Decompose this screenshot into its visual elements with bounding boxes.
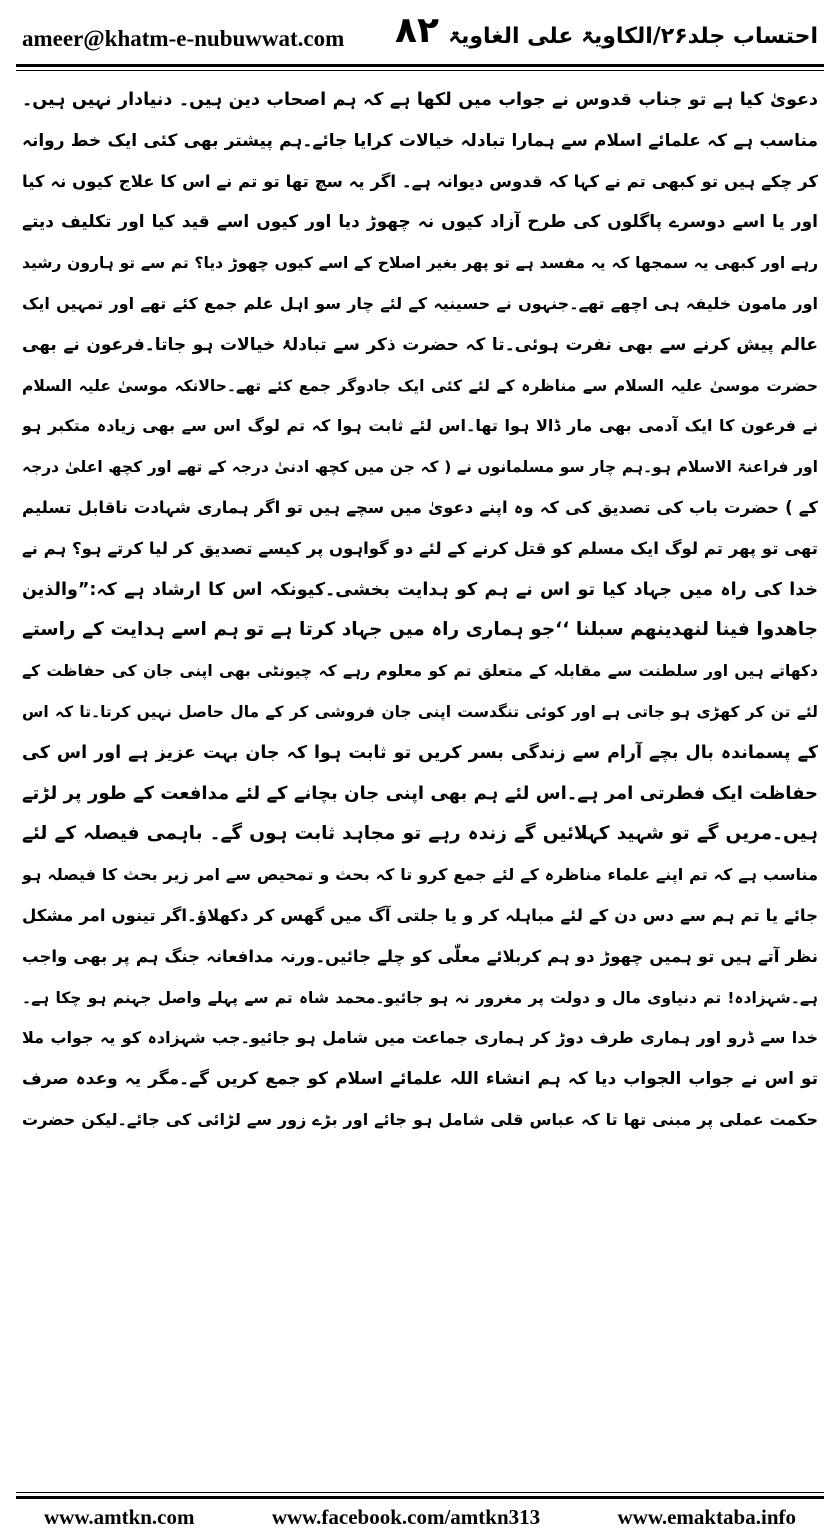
page-footer [16,1502,824,1532]
text-line: اور یا اسے دوسرے پاگلوں کی طرح آزاد کیوں نہ چھوڑ دیا اور کیوں اسے قید کیا اور تکلیف دیتے [22,212,818,233]
text-line: کر چکے ہیں تو کبھی تم نے کہا کہ قدوس دیوانہ ہے۔ اگر یہ سچ تھا تو تم نے اس کا علاج کیوں نہ کیا [22,171,818,191]
footer-link-facebook[interactable]: www.facebook.com/amtkn313 [271,1504,541,1529]
page-number: ۸۲ [395,10,439,51]
text-line: ہے۔شہزادہ! تم دنیاوی مال و دولت پر مغرور نہ ہو جائیو۔محمد شاہ تم سے پہلے واصل جہنم ہو چکا ہے۔ [22,988,818,1007]
text-line: جائے یا تم ہم سے دس دن کے لئے مباہلہ کر و یا جلتی آگ میں گھس کر دکھلاؤ۔اگر تینوں امر مشکل [22,905,818,925]
text-line: خدا کی راہ میں جہاد کیا تو اس نے ہم کو ہدایت بخشی۔کیونکہ اس کا ارشاد ہے کہ:”والذین [22,579,818,600]
text-line: مناسب ہے کہ علمائے اسلام سے ہمارا تبادلہ خیالات کرایا جائے۔ہم پیشتر بھی کئی ایک خط روانہ [22,130,818,151]
text-line: لئے تن کر کھڑی ہو جاتی ہے اور کوئی تنگدست اپنی جان فروشی کر کے مال حاصل نہیں کرتا۔تا کہ اس [22,702,818,721]
text-line: حفاظت ایک فطرتی امر ہے۔اس لئے ہم بھی اپنی جان بچانے کے لئے مدافعت کے طور پر لڑتے [22,782,818,804]
text-line: جاھدوا فینا لنھدینھم سبلنا ‘‘جو ہماری راہ میں جہاد کرتا ہے تو ہم اسے ہدایت کے راستے [22,619,818,641]
header-rule-thick [16,64,824,67]
text-line: عالم پیش کرنے سے بھی نفرت ہوئی۔تا کہ حضرت ذکر سے تبادلۂ خیالات ہو جاتا۔فرعون نے بھی [22,334,818,355]
text-line: دعویٰ کیا ہے تو جناب قدوس نے جواب میں لکھا ہے کہ ہم اصحاب دین ہیں۔ دنیادار نہیں ہیں۔ [22,90,818,110]
text-line: دکھاتے ہیں اور سلطنت سے مقابلہ کے متعلق تم کو معلوم رہے کہ چیونٹی بھی اپنی جان کی حفاظت کے [22,662,818,681]
text-line: ہیں۔مریں گے تو شہید کہلائیں گے زندہ رہے تو مجاہد ثابت ہوں گے۔ باہمی فیصلہ کے لئے [22,823,818,845]
running-title: احتساب جلد۲۶/الکاویۃ علی الغاویۃ [448,24,818,49]
text-line: حضرت موسیٰ علیہ السلام سے مناظرہ کے لئے کئی ایک جادوگر جمع کئے تھے۔حالانکہ موسیٰ علیہ السلام [22,376,818,395]
text-line: تو اس نے جواب الجواب دیا کہ ہم انشاء اللہ علمائے اسلام کو جمع کریں گے۔مگر یہ وعدہ صرف [22,1069,818,1090]
text-line: کے ) حضرت باب کی تصدیق کی کہ وہ اپنے دعویٰ میں سچے ہیں تو اگر ہماری شہادت ناقابل تسلیم [22,497,818,517]
text-line: مناسب ہے کہ تم اپنے علماء مناظرہ کے لئے جمع کرو تا کہ بحث و تمحیص سے امر زیر بحث کا فیصلہ ہو [22,865,818,885]
footer-link-emaktaba[interactable]: www.emaktaba.info [617,1504,796,1529]
text-line: نے فرعون کا ایک آدمی بھی مار ڈالا ہوا تھا۔اس لئے ثابت ہوا کہ تم لوگ اس سے بھی زیادہ متکبر ہو [22,416,818,436]
body-text [22,80,818,1141]
text-line: تھی تو پھر تم لوگ ایک مسلم کو قتل کرنے کے لئے دو گواہوں پر کیسے تصدیق کر لیا کرتے ہو؟ ہم نے [22,538,818,558]
text-line: خدا سے ڈرو اور ہماری طرف دوڑ کر ہماری جماعت میں شامل ہو جائیو۔جب شہزادہ کو یہ جواب ملا [22,1028,818,1048]
footer-link-amtkn[interactable]: www.amtkn.com [44,1504,195,1529]
text-line: رہے اور کبھی یہ سمجھا کہ یہ مفسد ہے تو پھر بغیر اصلاح کے اسے کیوں چھوڑ دیا؟ تم سے تو ہارون رشید [22,254,818,273]
footer-rule-thick [16,1496,824,1499]
text-line: حکمت عملی پر مبنی تھا تا کہ عباس قلی شامل ہو جائے اور بڑے زور سے لڑائی کی جائے۔لیکن حضرت [22,1109,818,1129]
text-line: اور فراعنۃ الاسلام ہو۔ہم چار سو مسلمانوں نے ( کہ جن میں کچھ ادنیٰ درجہ کے تھے اور کچھ اعلیٰ درجہ [22,458,818,477]
text-line: نظر آتے ہیں تو ہمیں چھوڑ دو ہم کربلائے معلّٰی کو چلے جائیں۔ورنہ مدافعانہ جنگ ہم پر بھی واجب [22,946,818,966]
text-line: اور مامون خلیفہ ہی اچھے تھے۔جنہوں نے حسینیہ کے لئے چار سو اہل علم جمع کئے تھے اور تمہیں ایک [22,293,818,313]
footer-rule-thin [16,1492,824,1493]
header-rule-thin [16,70,824,71]
text-line: کے پسماندہ بال بچے آرام سے زندگی بسر کریں تو ثابت ہوا کہ جان بہت عزیز ہے اور اس کی [22,742,818,763]
header-email: ameer@khatm-e-nubuwwat.com [22,26,345,51]
